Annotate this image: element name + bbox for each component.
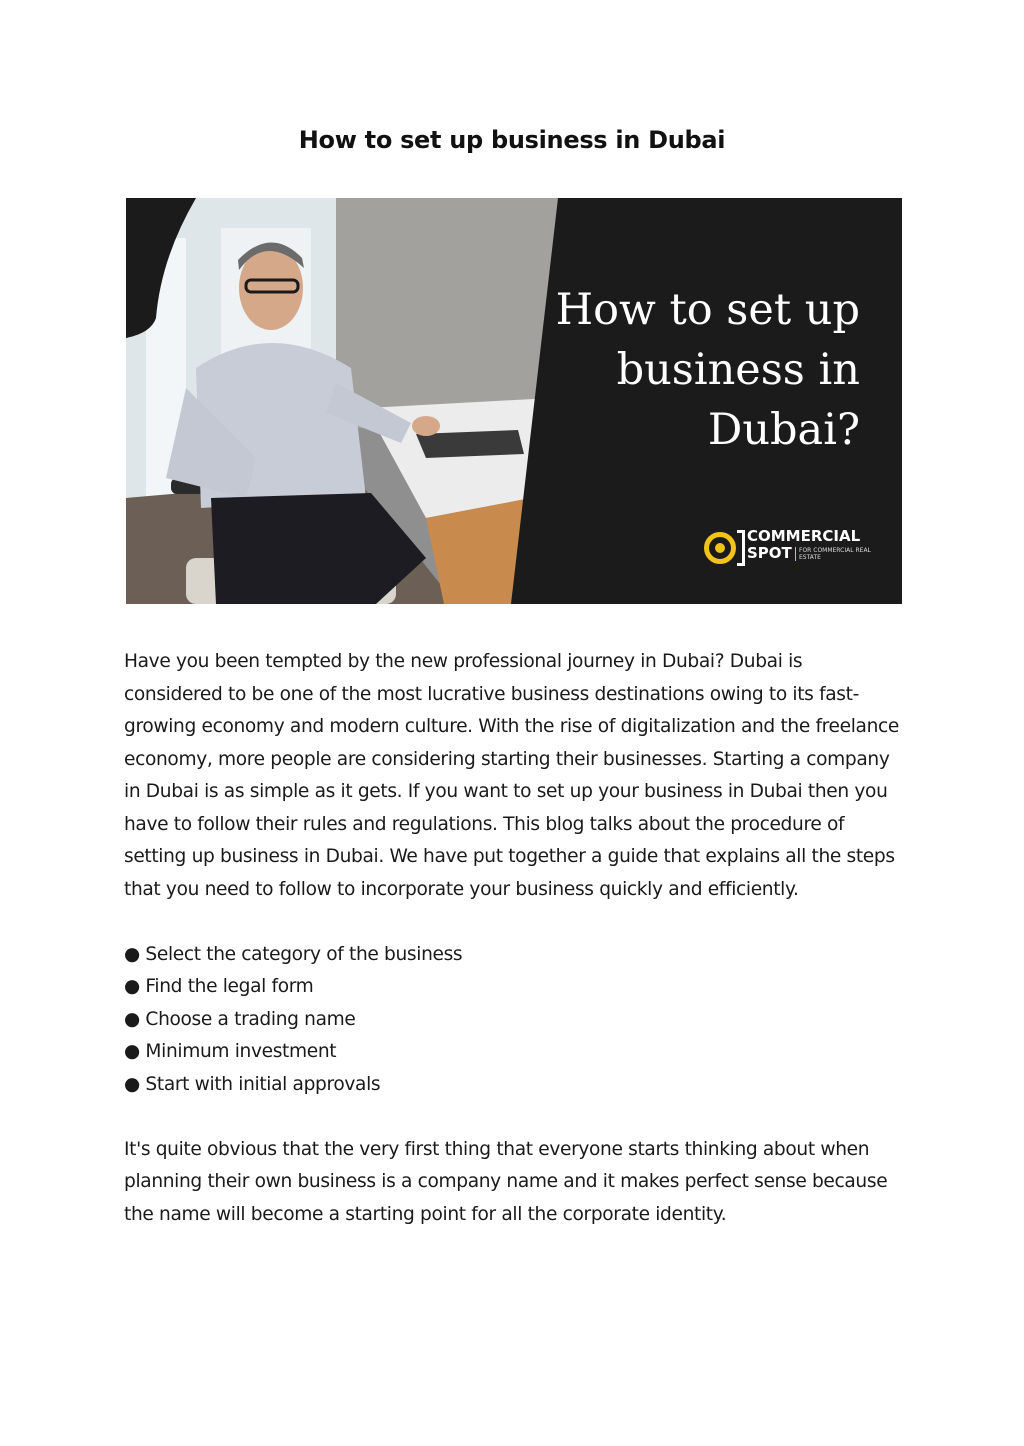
logo-tagline: FOR COMMERCIAL REAL ESTATE [795, 547, 871, 561]
list-item: ● Start with initial approvals [124, 1073, 381, 1095]
banner-heading-line: How to set up [555, 285, 860, 335]
article-body [124, 646, 904, 1231]
hero-banner [126, 198, 902, 604]
banner-heading [530, 280, 860, 460]
list-item: ● Find the legal form [124, 976, 314, 997]
logo-name: COMMERCIAL [747, 527, 861, 545]
logo-name-second: SPOT [747, 544, 792, 562]
steps-list [124, 939, 904, 1102]
banner-heading-line: business in [616, 345, 860, 395]
intro-paragraph: Have you been tempted by the new professional journey in Dubai? Dubai is considered to be one of the most lucrative business destinations owing to its fast-growing economy and modern culture. With the rise of digitalization and the freelance economy, more people are considering starting their businesses. Starting a company in Dubai is as simple as it gets. If you want to set up your business in Dubai then you have to follow their rules and regulations. This blog talks about the procedure of setting up business in Dubai. We have put together a guide that explains all the steps that you need to follow to incorporate your business quickly and efficiently. [124, 651, 899, 900]
logo-ring-icon [704, 532, 736, 564]
list-item: ● Select the category of the business [124, 943, 463, 965]
closing-paragraph: It's quite obvious that the very first thing that everyone starts thinking about when planning their own business is a company name and it makes perfect sense because the name will become a starting point for all the corporate identity. [124, 1138, 888, 1225]
document-title: How to set up business in Dubai [298, 126, 726, 154]
list-item: ● Minimum investment [124, 1041, 337, 1062]
logo-bracket-icon [737, 530, 745, 566]
commercial-spot-logo [704, 528, 874, 568]
list-item: ● Choose a trading name [124, 1008, 356, 1030]
banner-heading-line: Dubai? [707, 405, 860, 455]
